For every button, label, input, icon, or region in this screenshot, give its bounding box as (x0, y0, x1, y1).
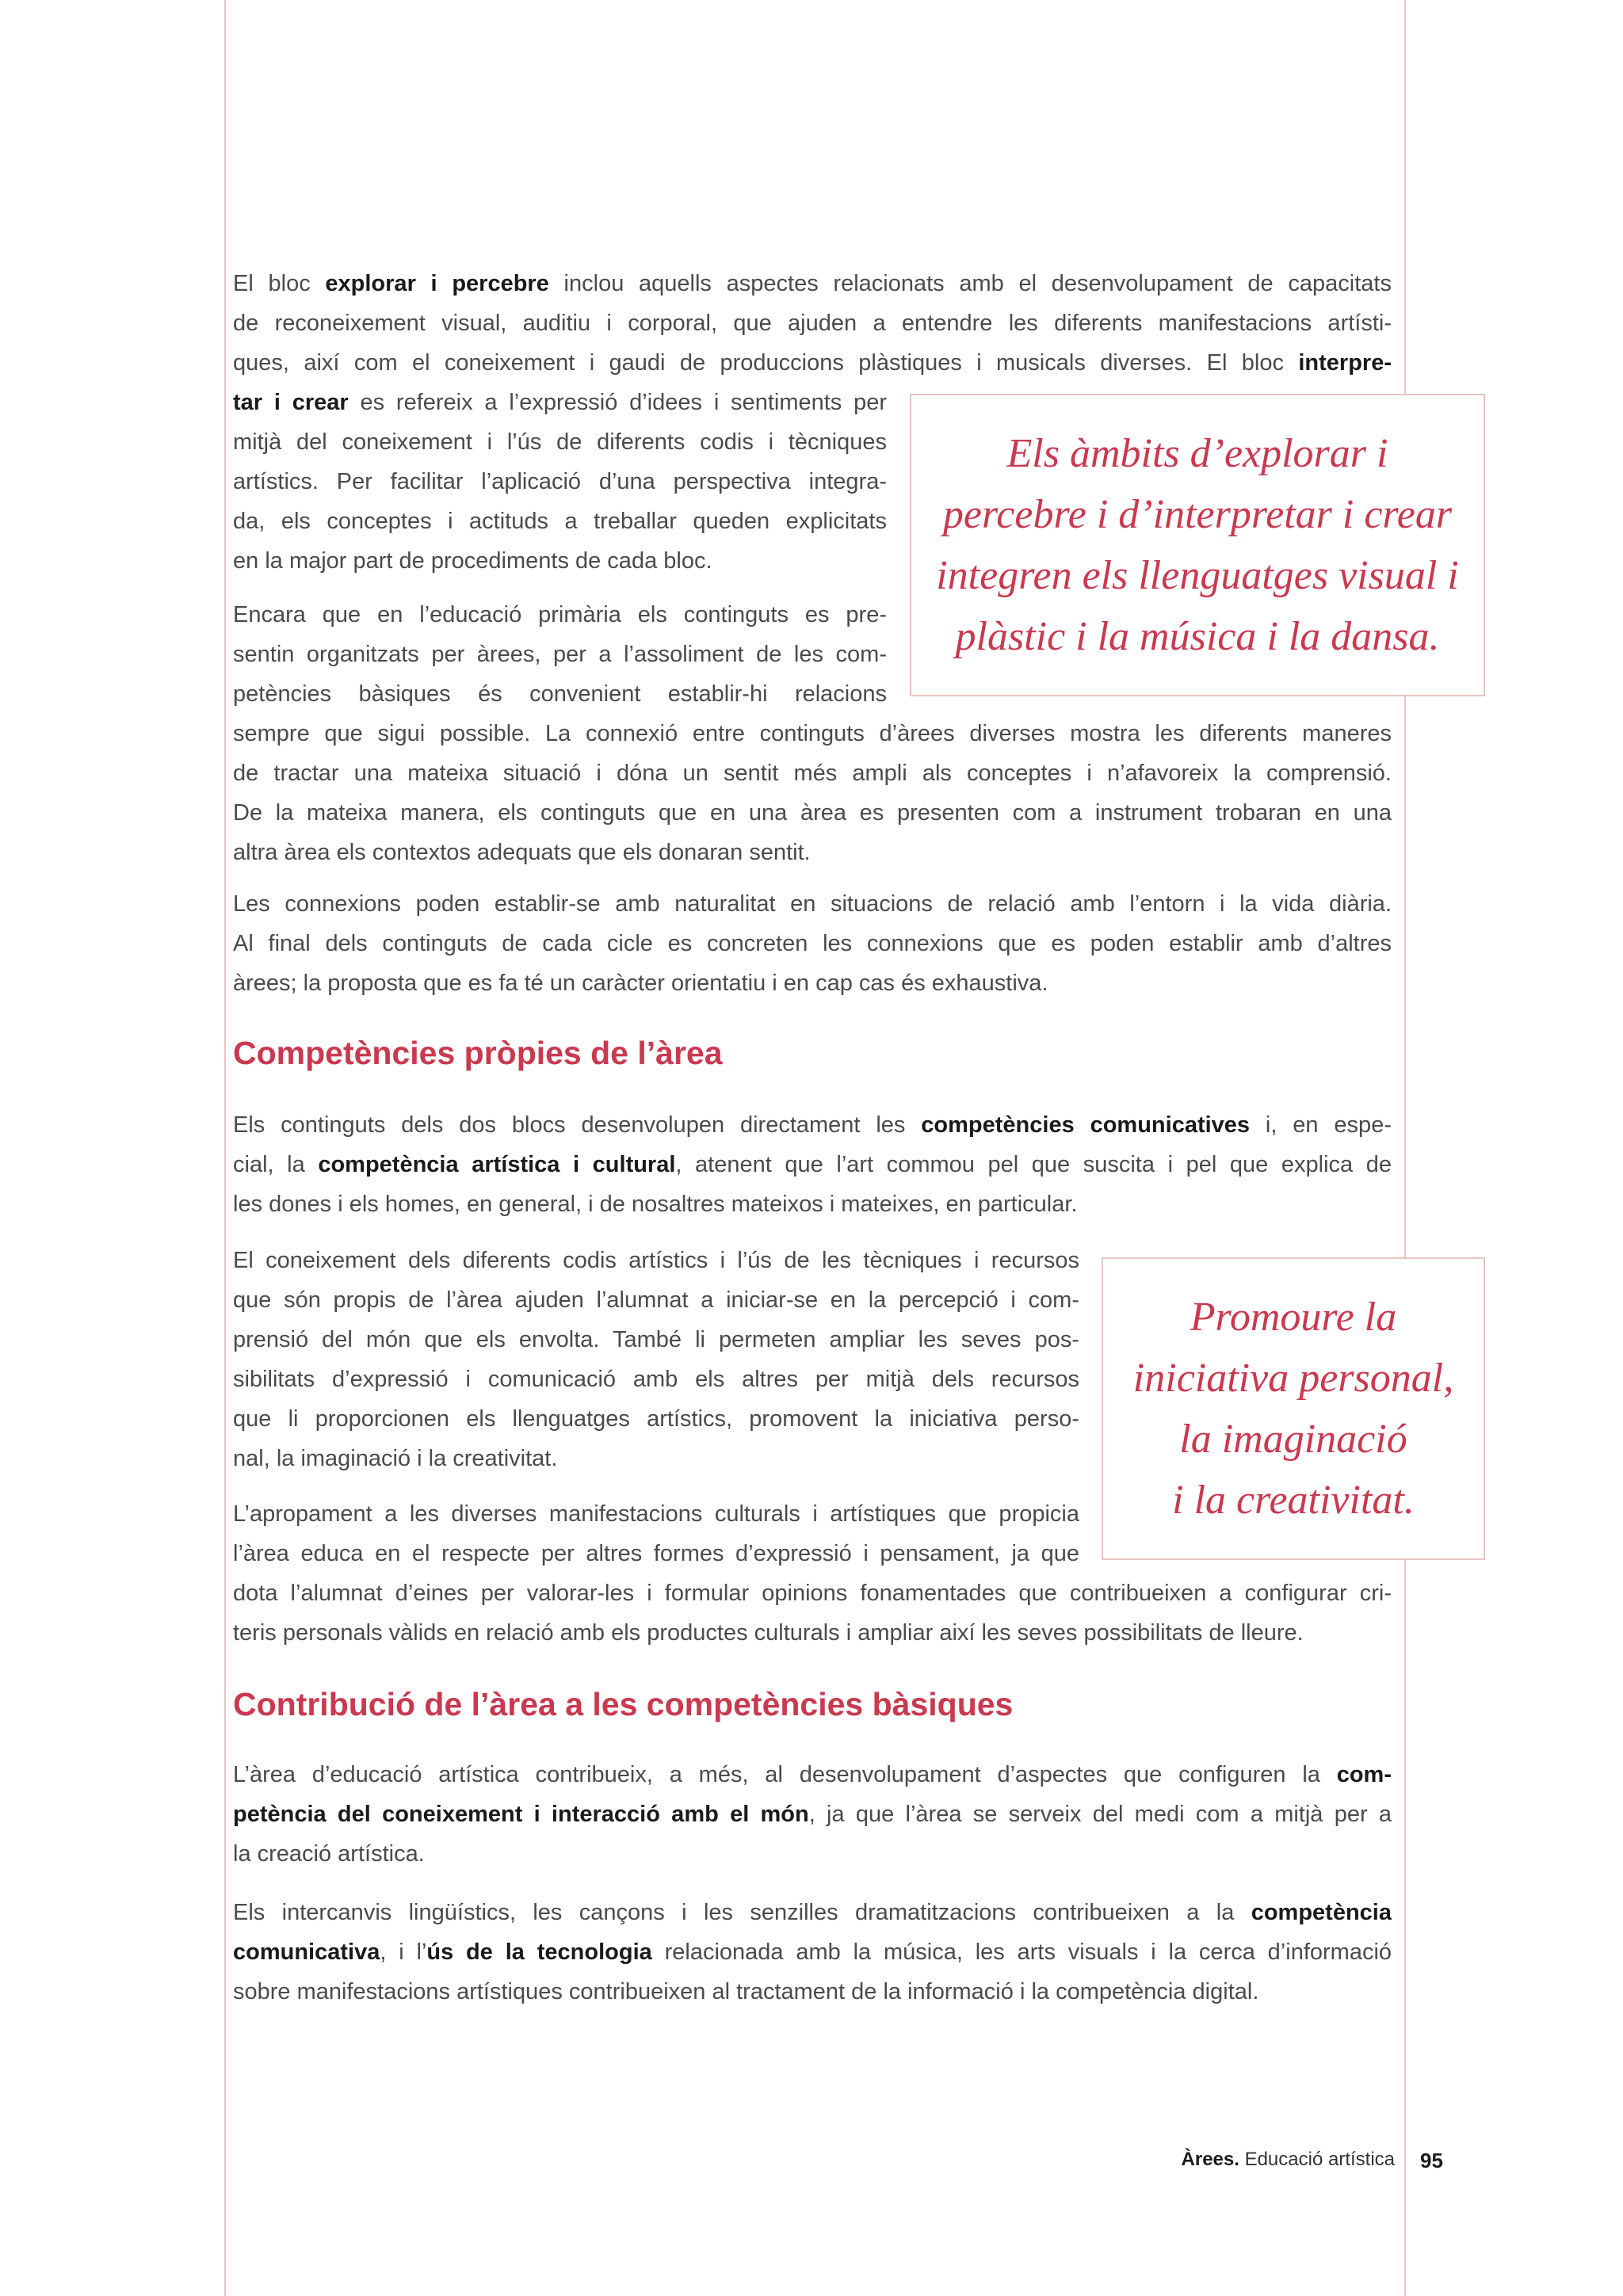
section-heading: Competències pròpies de l’àrea (233, 1035, 723, 1071)
text-line: El coneixement dels diferents codis artístics i l’ús de les tècniques i recursos (233, 1248, 1079, 1273)
text-line: sobre manifestacions artístiques contribueixen al tractament de la informació i la competència digital. (233, 1979, 1259, 2004)
text-line: que li proporcionen els llenguatges artístics, promovent la iniciativa perso- (233, 1406, 1079, 1432)
text-line: ques, així com el coneixement i gaudi de produccions plàstiques i musicals diverses. El bloc interpre- (233, 350, 1392, 376)
text-line: L’apropament a les diverses manifestacions culturals i artístiques que propicia (233, 1501, 1079, 1527)
text-line: dota l’alumnat d’eines per valorar-les i formular opinions fonamentades que contribueixen a configurar cri- (233, 1581, 1392, 1606)
pull-quote-line: plàstic i la música i la dansa. (955, 614, 1440, 659)
text-line: Els intercanvis lingüístics, les cançons i les senzilles dramatitzacions contribueixen a la competència (233, 1900, 1392, 1925)
pull-quote-line: iniciativa personal, (1132, 1356, 1454, 1401)
text-line: la creació artística. (233, 1841, 425, 1867)
text-line: que són propis de l’àrea ajuden l’alumnat a iniciar-se en la percepció i com- (233, 1287, 1079, 1313)
paragraph-explorar (233, 264, 1392, 383)
text-line: cial, la competència artística i cultural, atenent que l’art commou pel que suscita i pel que explica de (233, 1152, 1392, 1177)
text-line: comunicativa, i l’ús de la tecnologia relacionada amb la música, les arts visuals i la cerca d’informació (233, 1939, 1392, 1965)
pull-quote-line: i la creativitat. (1172, 1478, 1415, 1523)
text-line: Encara que en l’educació primària els continguts es pre- (233, 602, 887, 627)
text-line: El bloc explorar i percebre inclou aquells aspectes relacionats amb el desenvolupament de capacitats (233, 271, 1392, 296)
text-line: L’àrea d’educació artística contribueix, a més, al desenvolupament d’aspectes que configuren la com- (233, 1762, 1392, 1787)
paragraph-competencies-comunicatives (233, 1105, 1392, 1224)
text-line: de tractar una mateixa situació i dóna un sentit més ampli als conceptes i n’afavoreix la comprensió. (233, 761, 1392, 786)
pull-quote-line: integren els llenguatges visual i (936, 553, 1459, 598)
section-heading: Contribució de l’àrea a les competències bàsiques (233, 1686, 1014, 1722)
text-line: de reconeixement visual, auditiu i corporal, que ajuden a entendre les diferents manifestacions artísti- (233, 311, 1392, 336)
paragraph-connexions-arees-wide (233, 714, 1392, 872)
text-line: mitjà del coneixement i l’ús de diferents codis i tècniques (233, 429, 887, 455)
text-line: sempre que sigui possible. La connexió entre continguts d’àrees diverses mostra les diferents maneres (233, 721, 1392, 746)
paragraph-intercanvis (233, 1893, 1392, 2012)
text-line: les dones i els homes, en general, i de nosaltres mateixos i mateixes, en particular. (233, 1192, 1078, 1217)
text-line: De la mateixa manera, els continguts que en una àrea es presenten com a instrument trobaran en una (233, 800, 1392, 826)
text-line: nal, la imaginació i la creativitat. (233, 1446, 558, 1471)
text-line: Els continguts dels dos blocs desenvolupen directament les competències comunicatives i, en espe- (233, 1112, 1392, 1138)
left-margin-rule (224, 0, 226, 2296)
paragraph-explorar-narrow (233, 383, 887, 581)
text-line: Al final dels continguts de cada cicle es concreten les connexions que es poden establir amb d’altres (233, 931, 1392, 956)
text-line: altra àrea els contextos adequats que els donaran sentit. (233, 840, 811, 865)
text-line: àrees; la proposta que es fa té un caràcter orientatiu i en cap cas és exhaustiva. (233, 971, 1048, 996)
text-line: sentin organitzats per àrees, per a l’assoliment de les com- (233, 642, 887, 667)
pull-quote-line: la imaginació (1179, 1417, 1407, 1462)
text-line: teris personals vàlids en relació amb els productes culturals i ampliar així les seves possibilitats de lleure. (233, 1620, 1304, 1646)
pull-quote-iniciativa (1102, 1257, 1485, 1560)
text-line: en la major part de procediments de cada bloc. (233, 548, 712, 574)
paragraph-connexions-entorn (233, 884, 1392, 1003)
text-line: petències bàsiques és convenient establir-hi relacions (233, 681, 887, 707)
pull-quote-line: Els àmbits d’explorar i (1006, 431, 1388, 476)
text-line: da, els conceptes i actituds a treballar queden explicitats (233, 509, 887, 534)
text-line: artístics. Per facilitar l’aplicació d’una perspectiva integra- (233, 469, 887, 494)
text-line: sibilitats d’expressió i comunicació amb els altres per mitjà dels recursos (233, 1367, 1079, 1392)
text-line: petència del coneixement i interacció amb el món, ja que l’àrea se serveix del medi com a mitjà per a (233, 1802, 1392, 1827)
paragraph-codis-artistics (233, 1241, 1079, 1478)
paragraph-connexions-arees (233, 595, 887, 714)
pull-quote-line: percebre i d’interpretar i crear (942, 492, 1453, 537)
text-line: Les connexions poden establir-se amb naturalitat en situacions de relació amb l’entorn i la vida diària. (233, 891, 1392, 917)
page-number: 95 (1420, 2149, 1443, 2172)
text-line: tar i crear es refereix a l’expressió d’idees i sentiments per (233, 390, 887, 415)
text-line: prensió del món que els envolta. També li permeten ampliar les seves pos- (233, 1327, 1079, 1352)
pull-quote-line: Promoure la (1190, 1295, 1397, 1340)
paragraph-coneixement-mon (233, 1755, 1392, 1874)
running-footer: Àrees. Educació artística (1181, 2149, 1395, 2170)
paragraph-apropament (233, 1494, 1079, 1573)
pull-quote-ambits (910, 394, 1485, 696)
text-line: l’àrea educa en el respecte per altres formes d’expressió i pensament, ja que (233, 1541, 1079, 1566)
paragraph-apropament-wide (233, 1573, 1392, 1653)
right-margin-rule (1404, 0, 1406, 2296)
